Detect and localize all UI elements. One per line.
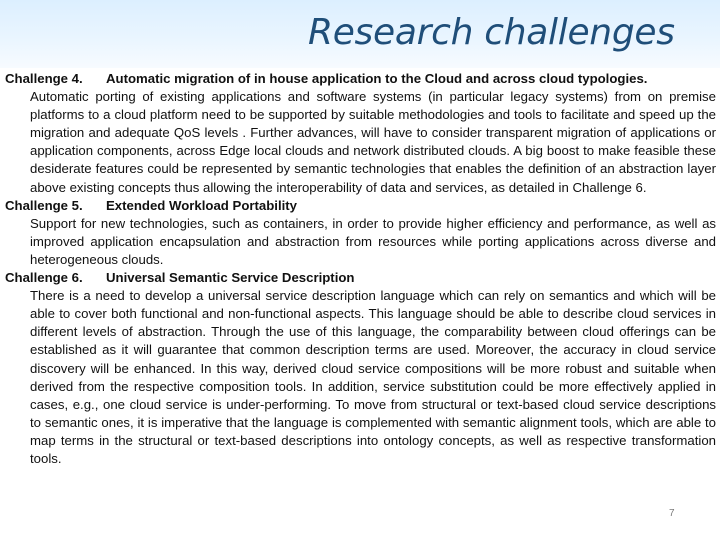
page-number: 7 <box>669 508 675 519</box>
challenge-4-title: Automatic migration of in house application to the Cloud and across cloud typologies. <box>106 71 648 86</box>
challenge-6-text: There is a need to develop a universal service description language which can rely on semantics and which will be able to cover both functional and non-functional aspects. This language should be able to describe cloud services in different levels of abstraction. Through the use of this language, the comparability between cloud offerings can be established as it will guarantee that common description terms are used. Moreover, the accuracy in cloud service discovery will be enhanced. In this way, derived cloud service compositions will be more robust and suitable when derived from the respective composition tools. In addition, service substitution could be more effectively applied in cases, e.g., one cloud service is under-performing. To move from structural or text-based cloud service descriptions to semantic ones, it is imperative that the language is complemented with semantic alignment tools, which are able to map terms in the structural or text-based descriptions into ontology concepts, as well as respective transformation tools. <box>30 288 716 466</box>
challenge-6-heading <box>5 269 716 287</box>
challenge-5-heading <box>5 197 716 215</box>
challenge-5-title: Extended Workload Portability <box>106 197 298 213</box>
slide-content <box>5 70 716 492</box>
challenge-5-text: Support for new technologies, such as containers, in order to provide higher efficiency and performance, as well as improved application encapsulation and abstraction from resources while porting applications across diverse and heterogeneous clouds. <box>30 215 716 267</box>
challenge-5-number: Challenge 5. <box>5 197 83 213</box>
challenge-4-heading <box>5 70 716 88</box>
challenge-6-number: Challenge 6. <box>5 270 83 286</box>
challenge-4-text: Automatic porting of existing applications and software systems (in particular legacy systems) from on premise platforms to a cloud platform need to be supported by suitable methodologies and tools to facilitate and speed up the migration and adequate QoS levels . Further advances, will have to consider transparent migration of applications or application components, across Edge local clouds and network distributed clouds. A big boost to make feasible these desiderate features could be represented by semantic technologies that enables the definition of an abstraction layer above existing concepts thus allowing the interoperability of data and services, as detailed in Challenge 6. <box>30 89 716 195</box>
slide-title: Research challenges <box>308 12 675 53</box>
challenge-4-number: Challenge 4. <box>5 71 83 86</box>
challenge-6-title: Universal Semantic Service Description <box>106 270 355 286</box>
